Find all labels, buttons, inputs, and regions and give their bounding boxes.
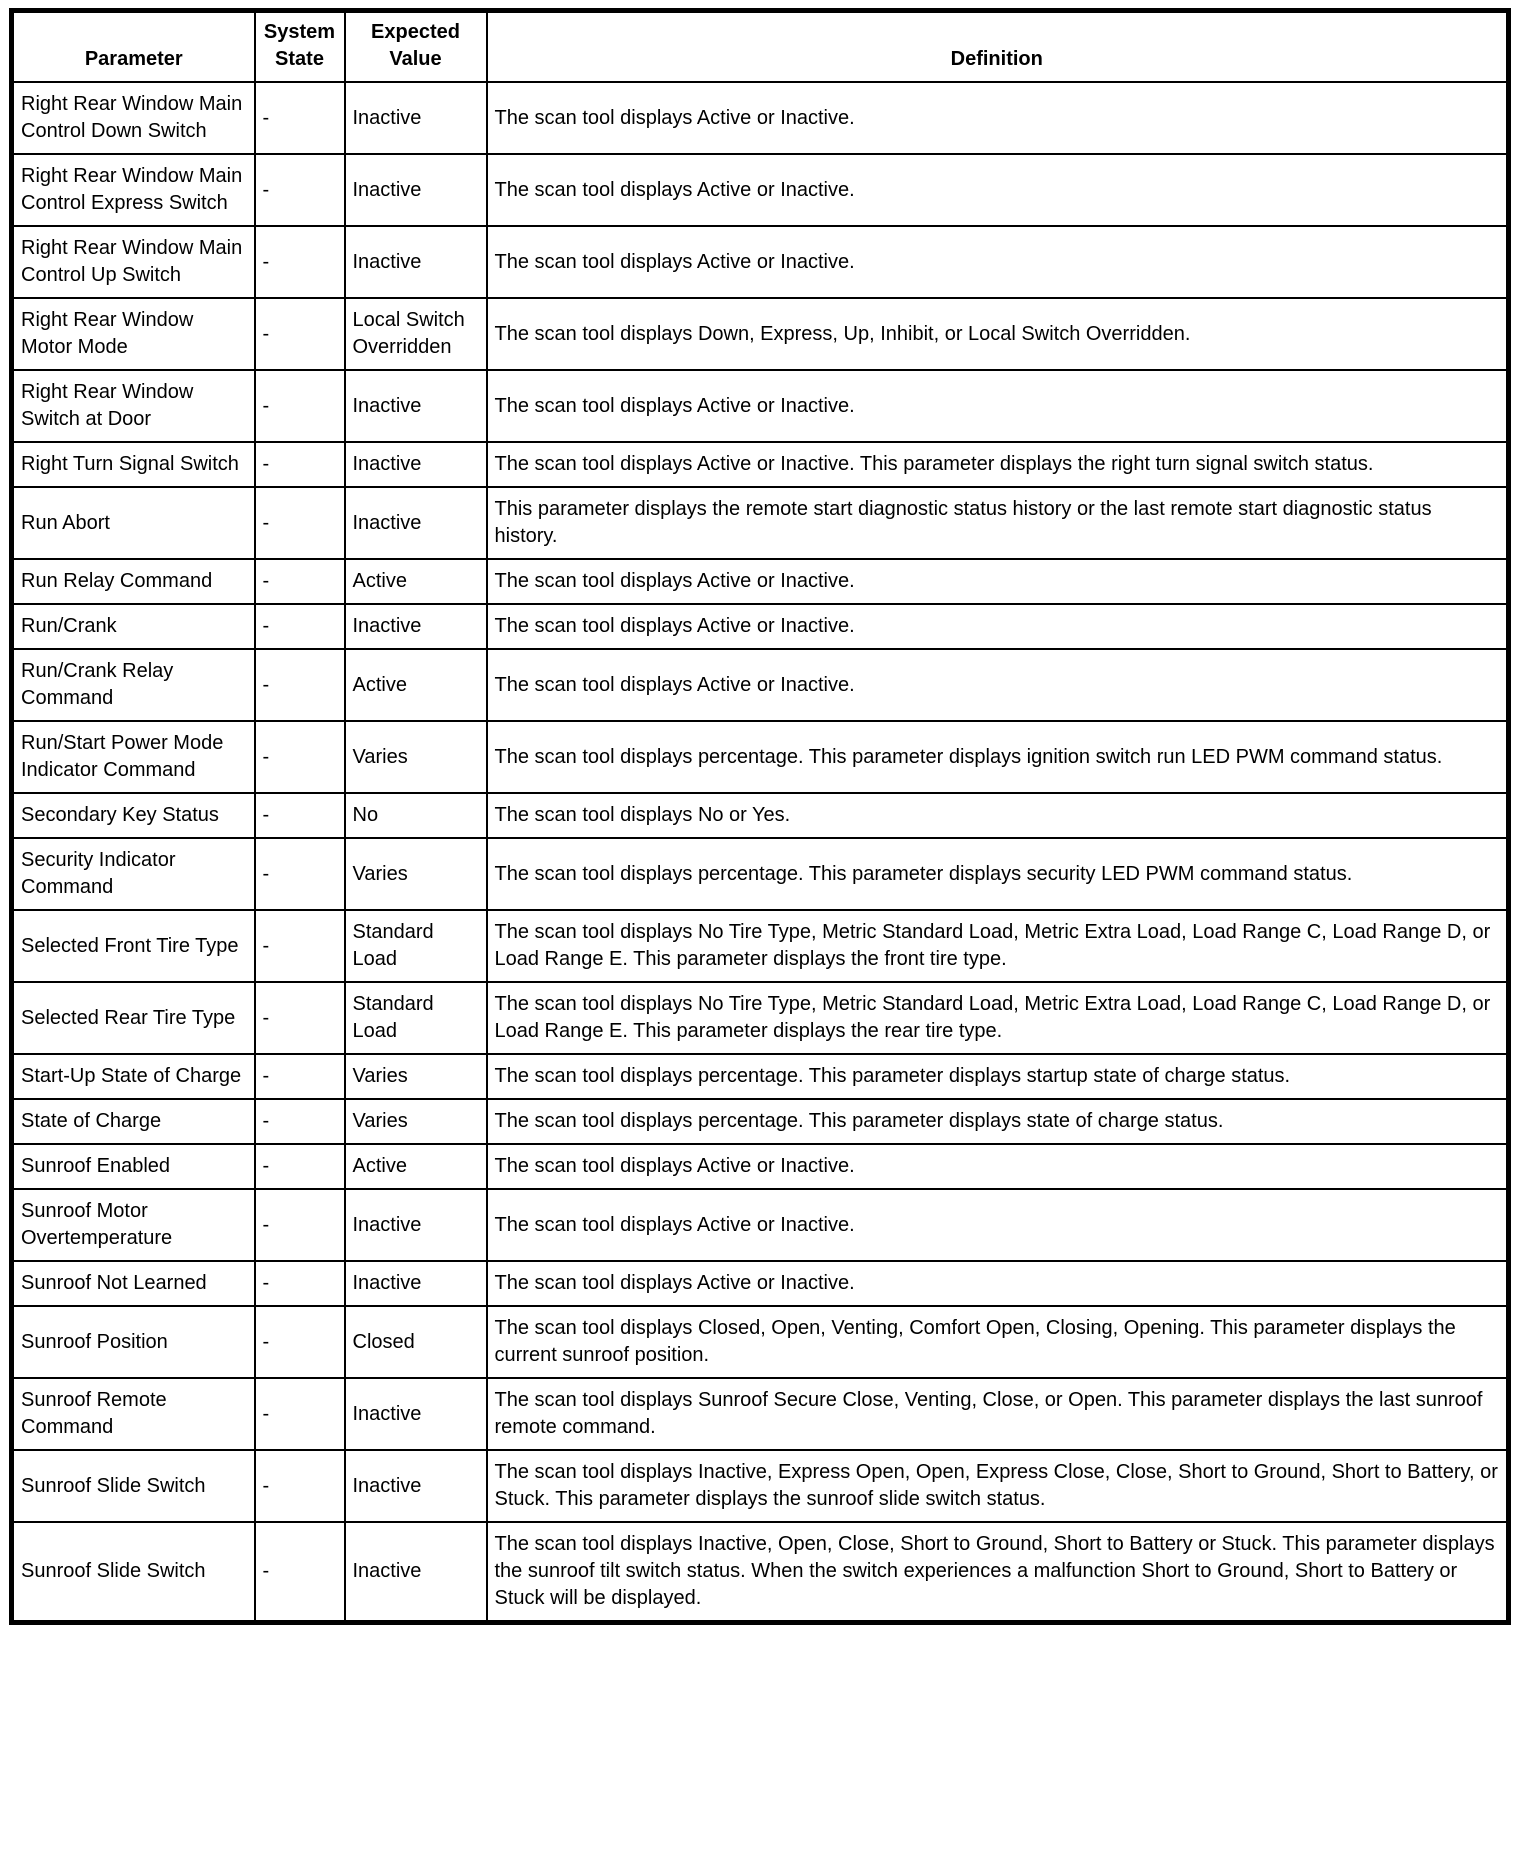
cell-system-state: - (255, 1378, 345, 1450)
table-row (12, 226, 1509, 298)
cell-system-state: - (255, 982, 345, 1054)
cell-expected-value: Varies (345, 1099, 487, 1144)
cell-definition: The scan tool displays Active or Inactive. (487, 226, 1509, 298)
cell-parameter: Secondary Key Status (12, 793, 255, 838)
cell-parameter: Selected Front Tire Type (12, 910, 255, 982)
cell-system-state: - (255, 442, 345, 487)
cell-expected-value: Inactive (345, 82, 487, 154)
cell-system-state: - (255, 1189, 345, 1261)
table-row (12, 487, 1509, 559)
cell-system-state: - (255, 838, 345, 910)
cell-parameter: Sunroof Slide Switch (12, 1450, 255, 1522)
cell-expected-value: Local Switch Overridden (345, 298, 487, 370)
column-header-parameter: Parameter (12, 11, 255, 83)
table-row (12, 1054, 1509, 1099)
cell-definition: The scan tool displays Sunroof Secure Close, Venting, Close, or Open. This parameter displays the last sunroof remote command. (487, 1378, 1509, 1450)
cell-parameter: Sunroof Slide Switch (12, 1522, 255, 1623)
cell-expected-value: Active (345, 649, 487, 721)
cell-parameter: Run/Crank (12, 604, 255, 649)
header-row (12, 11, 1509, 83)
cell-parameter: Sunroof Position (12, 1306, 255, 1378)
cell-expected-value: Inactive (345, 1450, 487, 1522)
cell-definition: The scan tool displays Down, Express, Up, Inhibit, or Local Switch Overridden. (487, 298, 1509, 370)
cell-expected-value: Inactive (345, 1378, 487, 1450)
cell-definition: The scan tool displays percentage. This parameter displays startup state of charge status. (487, 1054, 1509, 1099)
table-row (12, 910, 1509, 982)
cell-parameter: Security Indicator Command (12, 838, 255, 910)
cell-expected-value: Inactive (345, 442, 487, 487)
cell-parameter: Sunroof Remote Command (12, 1378, 255, 1450)
cell-parameter: Right Rear Window Main Control Up Switch (12, 226, 255, 298)
cell-definition: The scan tool displays Active or Inactive. (487, 154, 1509, 226)
cell-system-state: - (255, 793, 345, 838)
cell-system-state: - (255, 82, 345, 154)
cell-expected-value: Inactive (345, 154, 487, 226)
cell-definition: The scan tool displays Closed, Open, Venting, Comfort Open, Closing, Opening. This parameter displays the current sunroof position. (487, 1306, 1509, 1378)
cell-definition: The scan tool displays Active or Inactive. (487, 1189, 1509, 1261)
cell-expected-value: Varies (345, 838, 487, 910)
table-row (12, 604, 1509, 649)
table-row (12, 1099, 1509, 1144)
cell-parameter: Sunroof Enabled (12, 1144, 255, 1189)
table-row (12, 559, 1509, 604)
cell-parameter: Right Rear Window Main Control Down Switch (12, 82, 255, 154)
cell-definition: The scan tool displays Active or Inactive. (487, 1144, 1509, 1189)
table-row (12, 1378, 1509, 1450)
cell-definition: The scan tool displays Active or Inactive. (487, 82, 1509, 154)
table-row (12, 1189, 1509, 1261)
cell-definition: The scan tool displays percentage. This parameter displays security LED PWM command status. (487, 838, 1509, 910)
cell-definition: The scan tool displays Active or Inactive. (487, 1261, 1509, 1306)
cell-definition: The scan tool displays Inactive, Open, Close, Short to Ground, Short to Battery or Stuck. This parameter displays the sunroof tilt switch status. When the switch experiences a malfunction Short to Ground, Short to Battery or Stuck will be displayed. (487, 1522, 1509, 1623)
cell-system-state: - (255, 487, 345, 559)
cell-parameter: Run/Start Power Mode Indicator Command (12, 721, 255, 793)
cell-parameter: Run Relay Command (12, 559, 255, 604)
table-row (12, 649, 1509, 721)
cell-system-state: - (255, 1099, 345, 1144)
table-row (12, 154, 1509, 226)
table-row (12, 298, 1509, 370)
cell-definition: The scan tool displays percentage. This parameter displays ignition switch run LED PWM command status. (487, 721, 1509, 793)
cell-parameter: Right Rear Window Motor Mode (12, 298, 255, 370)
cell-expected-value: Closed (345, 1306, 487, 1378)
cell-definition: The scan tool displays Active or Inactive. This parameter displays the right turn signal switch status. (487, 442, 1509, 487)
cell-system-state: - (255, 649, 345, 721)
table-row (12, 1261, 1509, 1306)
cell-parameter: Right Turn Signal Switch (12, 442, 255, 487)
cell-parameter: Run/Crank Relay Command (12, 649, 255, 721)
cell-parameter: Selected Rear Tire Type (12, 982, 255, 1054)
cell-definition: The scan tool displays Active or Inactive. (487, 649, 1509, 721)
cell-definition: The scan tool displays Active or Inactive. (487, 559, 1509, 604)
table-row (12, 838, 1509, 910)
cell-system-state: - (255, 910, 345, 982)
cell-expected-value: Inactive (345, 1522, 487, 1623)
cell-parameter: Run Abort (12, 487, 255, 559)
cell-expected-value: Active (345, 559, 487, 604)
cell-definition: The scan tool displays No or Yes. (487, 793, 1509, 838)
cell-expected-value: Varies (345, 1054, 487, 1099)
cell-system-state: - (255, 1306, 345, 1378)
cell-system-state: - (255, 721, 345, 793)
cell-parameter: Right Rear Window Switch at Door (12, 370, 255, 442)
table-row (12, 793, 1509, 838)
cell-parameter: Start-Up State of Charge (12, 1054, 255, 1099)
cell-expected-value: Standard Load (345, 910, 487, 982)
table-row (12, 1450, 1509, 1522)
cell-definition: The scan tool displays No Tire Type, Metric Standard Load, Metric Extra Load, Load Range C, Load Range D, or Load Range E. This parameter displays the front tire type. (487, 910, 1509, 982)
cell-system-state: - (255, 1522, 345, 1623)
cell-system-state: - (255, 1144, 345, 1189)
cell-expected-value: Inactive (345, 1189, 487, 1261)
cell-expected-value: Active (345, 1144, 487, 1189)
cell-expected-value: Standard Load (345, 982, 487, 1054)
table-row (12, 442, 1509, 487)
cell-expected-value: Inactive (345, 604, 487, 649)
table-row (12, 982, 1509, 1054)
cell-expected-value: Inactive (345, 1261, 487, 1306)
table-row (12, 1306, 1509, 1378)
cell-system-state: - (255, 1450, 345, 1522)
table-body (12, 82, 1509, 1623)
column-header-definition: Definition (487, 11, 1509, 83)
table-row (12, 370, 1509, 442)
cell-definition: The scan tool displays Active or Inactive. (487, 370, 1509, 442)
cell-expected-value: Varies (345, 721, 487, 793)
cell-expected-value: Inactive (345, 226, 487, 298)
cell-definition: The scan tool displays percentage. This parameter displays state of charge status. (487, 1099, 1509, 1144)
cell-system-state: - (255, 604, 345, 649)
table-row (12, 1522, 1509, 1623)
cell-definition: The scan tool displays Inactive, Express Open, Open, Express Close, Close, Short to Ground, Short to Battery, or Stuck. This parameter displays the sunroof slide switch status. (487, 1450, 1509, 1522)
column-header-expected-value: Expected Value (345, 11, 487, 83)
table-row (12, 1144, 1509, 1189)
table-row (12, 721, 1509, 793)
cell-definition: The scan tool displays No Tire Type, Metric Standard Load, Metric Extra Load, Load Range C, Load Range D, or Load Range E. This parameter displays the rear tire type. (487, 982, 1509, 1054)
cell-system-state: - (255, 298, 345, 370)
cell-system-state: - (255, 226, 345, 298)
cell-expected-value: No (345, 793, 487, 838)
cell-expected-value: Inactive (345, 487, 487, 559)
cell-parameter: Sunroof Not Learned (12, 1261, 255, 1306)
column-header-system-state: System State (255, 11, 345, 83)
cell-parameter: Right Rear Window Main Control Express Switch (12, 154, 255, 226)
cell-system-state: - (255, 1261, 345, 1306)
cell-parameter: Sunroof Motor Overtemperature (12, 1189, 255, 1261)
cell-system-state: - (255, 370, 345, 442)
cell-system-state: - (255, 559, 345, 604)
parameters-table (9, 8, 1511, 1625)
cell-expected-value: Inactive (345, 370, 487, 442)
table-row (12, 82, 1509, 154)
cell-definition: This parameter displays the remote start diagnostic status history or the last remote start diagnostic status history. (487, 487, 1509, 559)
cell-parameter: State of Charge (12, 1099, 255, 1144)
cell-definition: The scan tool displays Active or Inactive. (487, 604, 1509, 649)
cell-system-state: - (255, 1054, 345, 1099)
cell-system-state: - (255, 154, 345, 226)
